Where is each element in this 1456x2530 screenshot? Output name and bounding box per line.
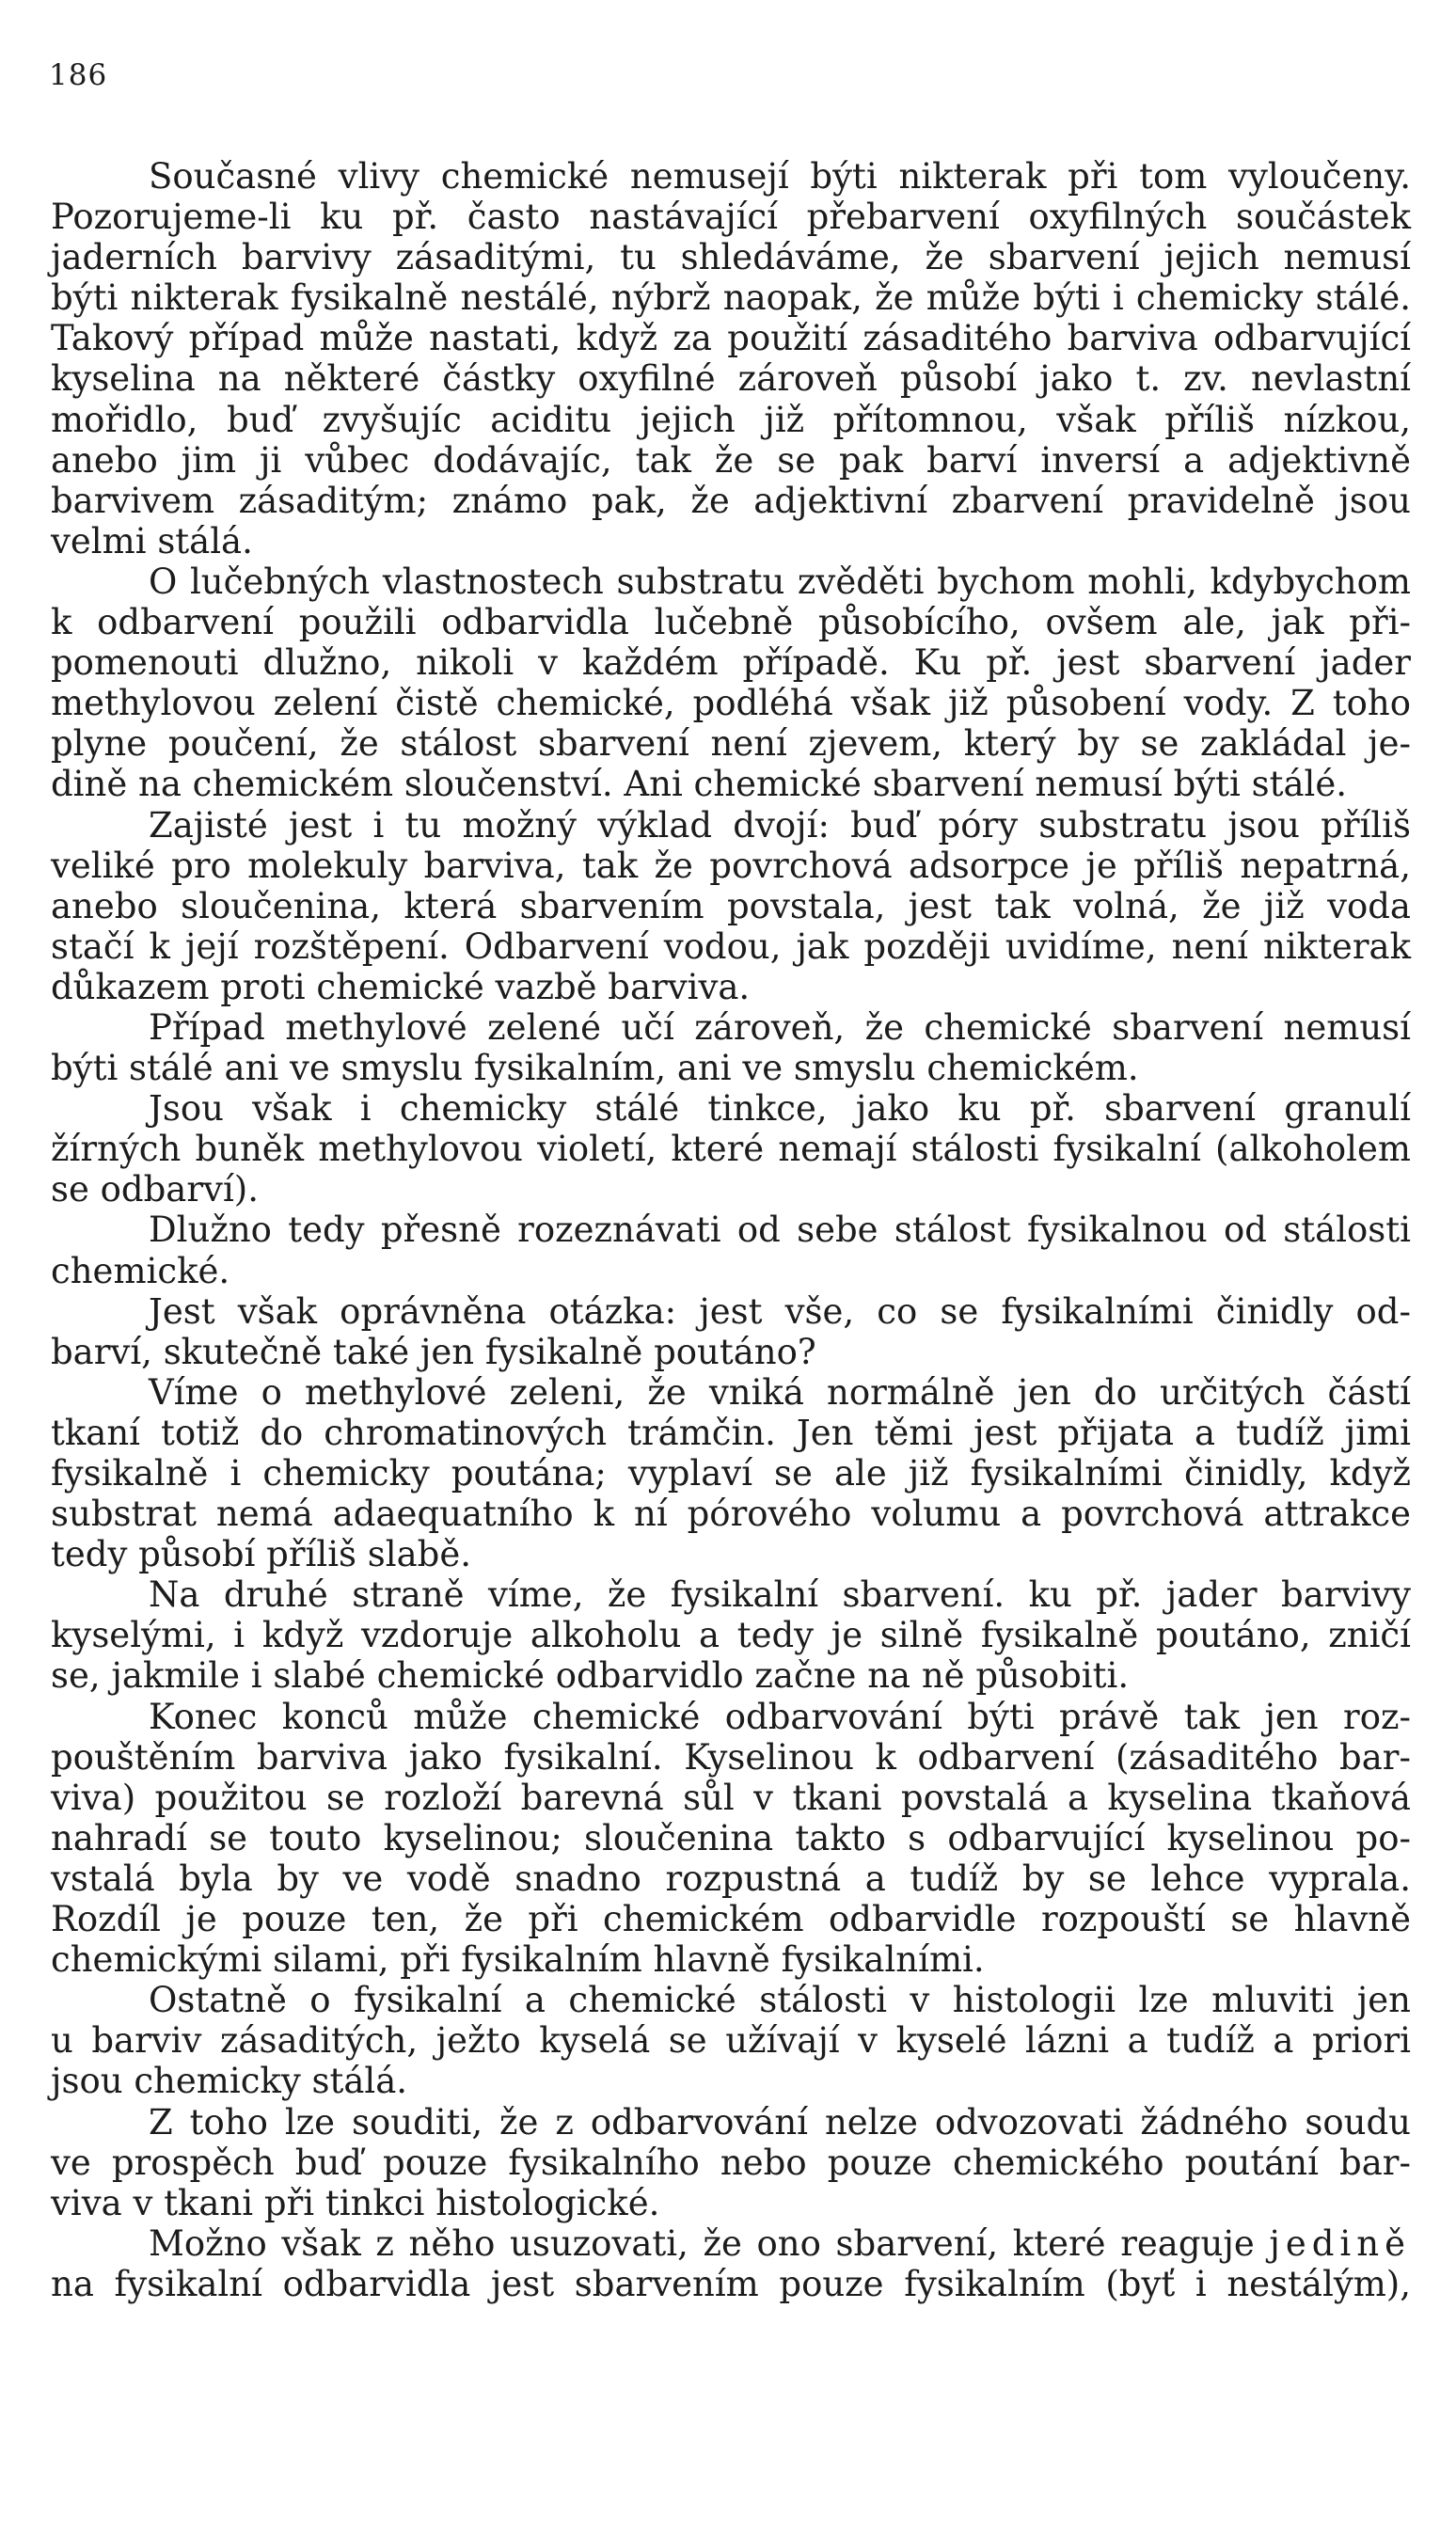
text-line: Jsou však i chemicky stálé tinkce, jako ku př. sbarvení granulí: [149, 1088, 1411, 1130]
text-line: kyselými, i když vzdoruje alkoholu a tedy je silně fysikalně poutáno, zničí: [51, 1615, 1411, 1656]
text-line: kyselina na některé částky oxyfilné zároveň působí jako t. zv. nevlastní: [51, 358, 1411, 400]
text-line: methylovou zelení čistě chemické, podléhá však již působení vody. Z toho: [51, 683, 1411, 724]
text-line: Současné vlivy chemické nemusejí býti nikterak při tom vyloučeny.: [149, 156, 1411, 197]
text-line: pouštěním barviva jako fysikalní. Kyselinou k odbarvení (zásaditého bar-: [51, 1736, 1411, 1778]
text-line: jsou chemicky stálá.: [51, 2061, 408, 2102]
text-line: žírných buněk methylovou violetí, které nemají stálosti fysikalní (alkoholem: [51, 1129, 1411, 1170]
text-line: u barviv zásaditých, ježto kyselá se užívají v kyselé lázni a tudíž a priori: [51, 2020, 1411, 2062]
text-line: se, jakmile i slabé chemické odbarvidlo začne na ně působiti.: [51, 1655, 1130, 1697]
body-text: [51, 156, 1411, 2304]
text-line: býti nikterak fysikalně nestálé, nýbrž naopak, že může býti i chemicky stálé.: [51, 277, 1411, 319]
text-line: Konec konců může chemické odbarvování býti právě tak jen roz-: [149, 1696, 1411, 1737]
text-line: barví, skutečně také jen fysikalně poutáno?: [51, 1331, 816, 1372]
text-line: ve prospěch buď pouze fysikalního nebo pouze chemického poutání bar-: [51, 2142, 1411, 2183]
text-line: chemické.: [51, 1250, 230, 1291]
text-line: plyne poučení, že stálost sbarvení není zjevem, který by se zakládal je-: [51, 723, 1411, 765]
text-line: O lučebných vlastnostech substratu zvěděti bychom mohli, kdybychom: [149, 561, 1411, 602]
text-line: Rozdíl je pouze ten, že při chemickém odbarvidle rozpouští se hlavně: [51, 1899, 1411, 1940]
text-line: nahradí se touto kyselinou; sloučenina takto s odbarvující kyselinou po-: [51, 1817, 1411, 1858]
text-line: tedy působí příliš slabě.: [51, 1534, 472, 1575]
text-line: k odbarvení použili odbarvidla lučebně působícího, ovšem ale, jak při-: [51, 602, 1411, 643]
text-line: vstalá byla by ve vodě snadno rozpustná a tudíž by se lehce vyprala.: [51, 1858, 1411, 1899]
text-line: viva) použitou se rozloží barevná sůl v tkani povstalá a kyselina tkaňová: [51, 1777, 1411, 1818]
text-line: Zajisté jest i tu možný výklad dvojí: buď póry substratu jsou příliš: [149, 804, 1411, 846]
page-number: 186: [49, 58, 108, 92]
text-line: [51, 2223, 1411, 2264]
text-line: veliké pro molekuly barviva, tak že povrchová adsorpce je příliš nepatrná,: [51, 845, 1411, 886]
text-line: chemickými silami, při fysikalním hlavně fysikalními.: [51, 1939, 985, 1981]
text-line: fysikalně i chemicky poutána; vyplaví se ale již fysikalními činidly, když: [51, 1453, 1411, 1494]
text-line: se odbarví).: [51, 1169, 259, 1210]
text-line: Víme o methylové zeleni, že vniká normálně jen do určitých částí: [149, 1371, 1411, 1413]
text-line: mořidlo, buď zvyšujíc aciditu jejich již přítomnou, však příliš nízkou,: [51, 399, 1411, 440]
text-line: důkazem proti chemické vazbě barviva.: [51, 966, 751, 1007]
text-line: barvivem zásaditým; známo pak, že adjektivní zbarvení pravidelně jsou: [51, 480, 1411, 521]
text-line: substrat nemá adaequatního k ní pórového volumu a povrchová attrakce: [51, 1494, 1411, 1535]
text-line: velmi stálá.: [51, 520, 253, 561]
text-line: Na druhé straně víme, že fysikalní sbarvení. ku př. jader barvivy: [149, 1574, 1411, 1616]
text-line: stačí k její rozštěpení. Odbarvení vodou, jak později uvidíme, není nikterak: [51, 925, 1411, 967]
text-line: Takový případ může nastati, když za použití zásaditého barviva odbarvující: [51, 318, 1411, 359]
text-line: dině na chemickém sloučenství. Ani chemické sbarvení nemusí býti stálé.: [51, 764, 1348, 805]
text-line: viva v tkani při tinkci histologické.: [51, 2182, 660, 2223]
text-line: anebo jim ji vůbec dodávajíc, tak že se pak barví inversí a adjektivně: [51, 439, 1411, 481]
text-line: tkaní totiž do chromatinových trámčin. Jen těmi jest přijata a tudíž jimi: [51, 1412, 1411, 1453]
text-line: Z toho lze souditi, že z odbarvování nelze odvozovati žádného soudu: [149, 2101, 1411, 2143]
text-line: na fysikalní odbarvidla jest sbarvením pouze fysikalním (byť i nestálým),: [51, 2263, 1411, 2304]
text-line: Dlužno tedy přesně rozeznávati od sebe stálost fysikalnou od stálosti: [149, 1210, 1411, 1251]
text-line: jaderních barvivy zásaditými, tu shledáváme, že sbarvení jejich nemusí: [51, 237, 1411, 278]
text-line: Jest však oprávněna otázka: jest vše, co se fysikalními činidly od-: [149, 1290, 1411, 1332]
text-line: Pozorujeme-li ku př. často nastávající přebarvení oxyfilných součástek: [51, 197, 1411, 238]
text-line: pomenouti dlužno, nikoli v každém případě. Ku př. jest sbarvení jader: [51, 642, 1411, 684]
text-fragment: Možno však z něho usuzovati, že ono sbarvení, které reaguje: [149, 2222, 1255, 2264]
text-line: býti stálé ani ve smyslu fysikalním, ani ve smyslu chemickém.: [51, 1048, 1139, 1089]
text-line: Případ methylové zelené učí zároveň, že chemické sbarvení nemusí: [149, 1006, 1411, 1048]
text-line: anebo sloučenina, která sbarvením povstala, jest tak volná, že již voda: [51, 885, 1411, 926]
emphasized-word: jedině: [1269, 2222, 1411, 2264]
text-line: Ostatně o fysikalní a chemické stálosti v histologii lze mluviti jen: [149, 1980, 1411, 2021]
